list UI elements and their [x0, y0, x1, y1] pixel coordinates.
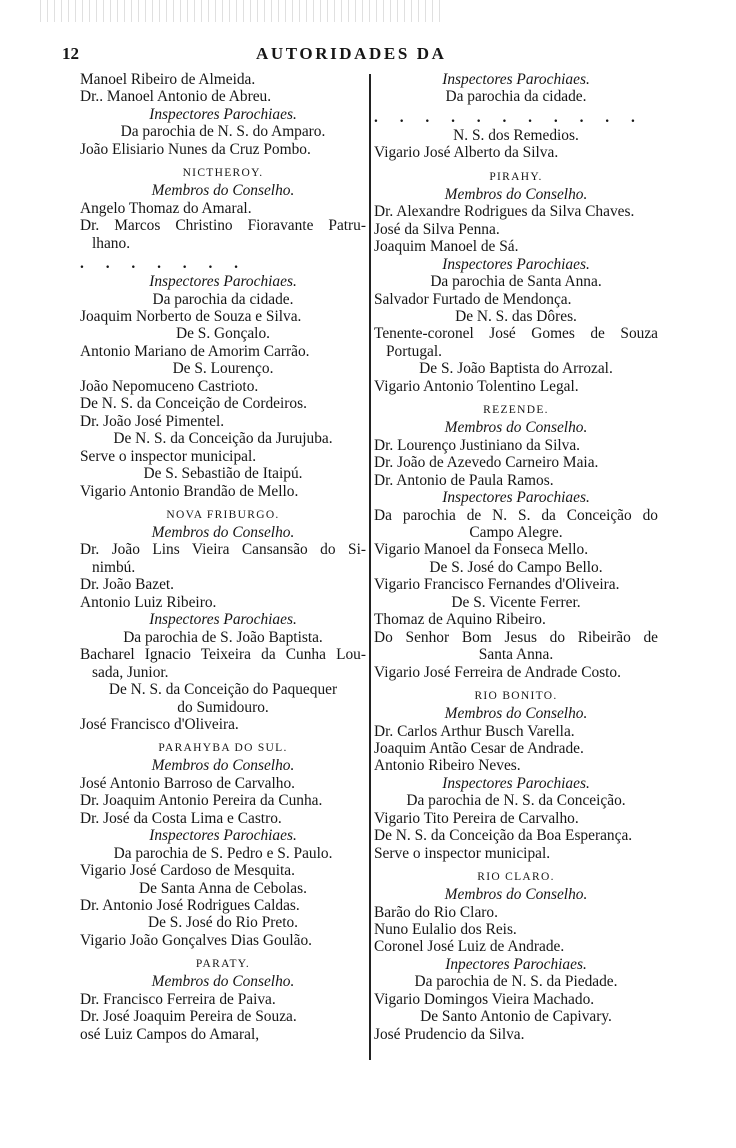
- entry-continuation: Portugal.: [386, 342, 443, 360]
- entry-continuation: sada, Junior.: [92, 663, 169, 681]
- entry-line: Vigario Antonio Brandão de Mello.: [80, 482, 299, 500]
- parish-line: De S. Gonçalo.: [175, 325, 271, 343]
- parish-line: N. S. dos Remedios.: [453, 126, 579, 144]
- entry-line: João Elisiario Nunes da Cruz Pombo.: [80, 140, 311, 158]
- entry-line: Dr. João de Azevedo Carneiro Maia.: [374, 454, 599, 472]
- municipality-heading: RIO BONITO.: [474, 690, 558, 703]
- section-subheading: Inpectores Parochiaes.: [445, 955, 587, 973]
- entry-line: Antonio Ribeiro Neves.: [374, 757, 521, 775]
- page-number: 12: [62, 44, 79, 63]
- entry-line: Serve o inspector municipal.: [80, 447, 257, 465]
- entry-continuation: lhano.: [92, 234, 131, 252]
- entry-line: José Antonio Barroso de Carvalho.: [80, 774, 296, 792]
- entry-line: Dr. Carlos Arthur Busch Varella.: [374, 722, 575, 740]
- section-subheading: Membros do Conselho.: [151, 973, 295, 991]
- entry-line: Dr. Marcos Christino Fioravante Patru-: [80, 217, 366, 235]
- ellipsis-dots: . . . . . . .: [80, 255, 248, 273]
- ellipsis-dots: . . . . . . . . . . .: [374, 108, 644, 126]
- municipality-heading: PARAHYBA DO SUL.: [158, 742, 288, 755]
- entry-line: Dr. João José Pimentel.: [80, 412, 225, 430]
- parish-line: do Sumidouro.: [177, 698, 269, 716]
- section-subheading: Membros do Conselho.: [151, 757, 295, 775]
- entry-line: Dr. Joaquim Antonio Pereira da Cunha.: [80, 792, 323, 810]
- section-subheading: Inspectores Parochiaes.: [149, 273, 297, 291]
- entry-line: Dr.. Manoel Antonio de Abreu.: [80, 88, 272, 106]
- parish-line: De N. S. da Conceição do Paquequer: [108, 681, 338, 699]
- entry-line: José da Silva Penna.: [374, 220, 500, 238]
- entry-line: Angelo Thomaz do Amaral.: [80, 199, 252, 217]
- parish-line: Campo Alegre.: [469, 523, 563, 541]
- municipality-heading: RIO CLARO.: [477, 871, 555, 884]
- municipality-heading: NOVA FRIBURGO.: [166, 508, 280, 521]
- parish-line: De Santo Antonio de Capivary.: [420, 1008, 612, 1026]
- entry-line: Joaquim Antão Cesar de Andrade.: [374, 739, 584, 757]
- entry-line: Joaquim Manoel de Sá.: [374, 238, 519, 256]
- entry-line: Dr. José Joaquim Pereira de Souza.: [80, 1008, 297, 1026]
- running-title: AUTORIDADES DA: [256, 44, 447, 63]
- section-subheading: Membros do Conselho.: [444, 886, 588, 904]
- parish-line: De S. José do Rio Preto.: [147, 914, 299, 932]
- parish-line: Da parochia de S. Pedro e S. Paulo.: [113, 844, 333, 862]
- entry-line: Da parochia de N. S. da Conceição do: [374, 506, 658, 524]
- entry-line: Antonio Luiz Ribeiro.: [80, 593, 217, 611]
- entry-line: Dr. Francisco Ferreira de Paiva.: [80, 990, 276, 1008]
- entry-line: Do Senhor Bom Jesus do Ribeirão de: [374, 628, 658, 646]
- left-column: [80, 71, 366, 1043]
- section-subheading: Inspectores Parochiaes.: [442, 255, 590, 273]
- entry-line: Vigario José Ferreira de Andrade Costo.: [374, 663, 621, 681]
- section-subheading: Membros do Conselho.: [444, 185, 588, 203]
- municipality-heading: PIRAHY.: [489, 170, 543, 183]
- entry-line: Dr. José da Costa Lima e Castro.: [80, 809, 282, 827]
- parish-line: De S. Lourenço.: [172, 360, 274, 378]
- column-divider: [369, 74, 371, 1060]
- section-subheading: Inspectores Parochiaes.: [442, 489, 590, 507]
- entry-line: José Prudencio da Silva.: [374, 1025, 525, 1043]
- entry-line: Thomaz de Aquino Ribeiro.: [374, 611, 546, 629]
- entry-line: Nuno Eulalio dos Reis.: [374, 921, 517, 939]
- entry-line: De N. S. da Conceição da Boa Esperança.: [374, 827, 633, 845]
- parish-line: De S. José do Campo Bello.: [429, 558, 603, 576]
- municipality-heading: REZENDE.: [483, 404, 549, 417]
- entry-line: Joaquim Norberto de Souza e Silva.: [80, 307, 302, 325]
- entry-line: Dr. Antonio de Paula Ramos.: [374, 471, 554, 489]
- entry-line: Tenente-coronel José Gomes de Souza: [374, 325, 658, 343]
- entry-line: Vigario José Cardoso de Mesquita.: [80, 862, 295, 880]
- entry-line: Vigario Domingos Vieira Machado.: [374, 990, 595, 1008]
- entry-line: Salvador Furtado de Mendonça.: [374, 290, 572, 308]
- entry-line: Coronel José Luiz de Andrade.: [374, 938, 565, 956]
- entry-line: João Nepomuceno Castrioto.: [80, 377, 259, 395]
- parish-line: Da parochia de N. S. da Conceição.: [406, 792, 626, 810]
- municipality-heading: NICTHEROY.: [182, 167, 264, 180]
- entry-line: Dr. Antonio José Rodrigues Caldas.: [80, 897, 300, 915]
- entry-line: Dr. Lourenço Justiniano da Silva.: [374, 436, 581, 454]
- parish-line: De S. Vicente Ferrer.: [451, 593, 581, 611]
- section-subheading: Inspectores Parochiaes.: [149, 105, 297, 123]
- entry-line: Vigario Antonio Tolentino Legal.: [374, 377, 579, 395]
- entry-continuation: nimbú.: [92, 558, 136, 576]
- parish-line: Da parochia da cidade.: [445, 88, 587, 106]
- section-subheading: Inspectores Parochiaes.: [442, 774, 590, 792]
- entry-line: Vigario Manoel da Fonseca Mello.: [374, 541, 589, 559]
- section-subheading: Membros do Conselho.: [444, 705, 588, 723]
- entry-line: Vigario Tito Pereira de Carvalho.: [374, 809, 579, 827]
- parish-line: Santa Anna.: [478, 646, 554, 664]
- section-subheading: Membros do Conselho.: [151, 523, 295, 541]
- entry-line: Vigario Francisco Fernandes d'Oliveira.: [374, 576, 620, 594]
- entry-line: Vigario José Alberto da Silva.: [374, 144, 559, 162]
- parish-line: Da parochia de N. S. da Piedade.: [414, 973, 618, 991]
- entry-line: Manoel Ribeiro de Almeida.: [80, 71, 256, 88]
- parish-line: Da parochia de Santa Anna.: [430, 273, 602, 291]
- parish-line: Da parochia de N. S. do Amparo.: [120, 123, 326, 141]
- entry-line: Dr. João Bazet.: [80, 576, 175, 594]
- section-subheading: Inspectores Parochiaes.: [149, 611, 297, 629]
- parish-line: De S. Sebastião de Itaipú.: [143, 465, 303, 483]
- entry-line: Serve o inspector municipal.: [374, 844, 551, 862]
- section-subheading: Membros do Conselho.: [444, 419, 588, 437]
- section-subheading: Inspectores Parochiaes.: [442, 71, 590, 88]
- entry-line: Dr. Alexandre Rodrigues da Silva Chaves.: [374, 203, 635, 221]
- entry-line: osé Luiz Campos do Amaral,: [80, 1025, 260, 1043]
- parish-line: De S. João Baptista do Arrozal.: [419, 360, 613, 378]
- parish-line: Da parochia de S. João Baptista.: [123, 628, 323, 646]
- section-subheading: Membros do Conselho.: [151, 182, 295, 200]
- municipality-heading: PARATY.: [195, 958, 251, 971]
- entry-line: José Francisco d'Oliveira.: [80, 715, 239, 733]
- section-subheading: Inspectores Parochiaes.: [149, 827, 297, 845]
- scan-noise: [40, 0, 440, 22]
- entry-line: De N. S. da Conceição de Cordeiros.: [80, 395, 307, 413]
- entry-line: Dr. João Lins Vieira Cansansão do Si-: [80, 541, 366, 559]
- entry-line: Vigario João Gonçalves Dias Goulão.: [80, 931, 313, 949]
- parish-line: De N. S. da Conceição da Jurujuba.: [113, 430, 333, 448]
- parish-line: De Santa Anna de Cebolas.: [139, 879, 307, 897]
- entry-line: Barão do Rio Claro.: [374, 903, 498, 921]
- entry-line: Bacharel Ignacio Teixeira da Cunha Lou-: [80, 646, 366, 664]
- entry-line: Antonio Mariano de Amorim Carrão.: [80, 342, 310, 360]
- parish-line: De N. S. das Dôres.: [455, 307, 577, 325]
- right-column: [374, 71, 658, 1043]
- parish-line: Da parochia da cidade.: [152, 290, 294, 308]
